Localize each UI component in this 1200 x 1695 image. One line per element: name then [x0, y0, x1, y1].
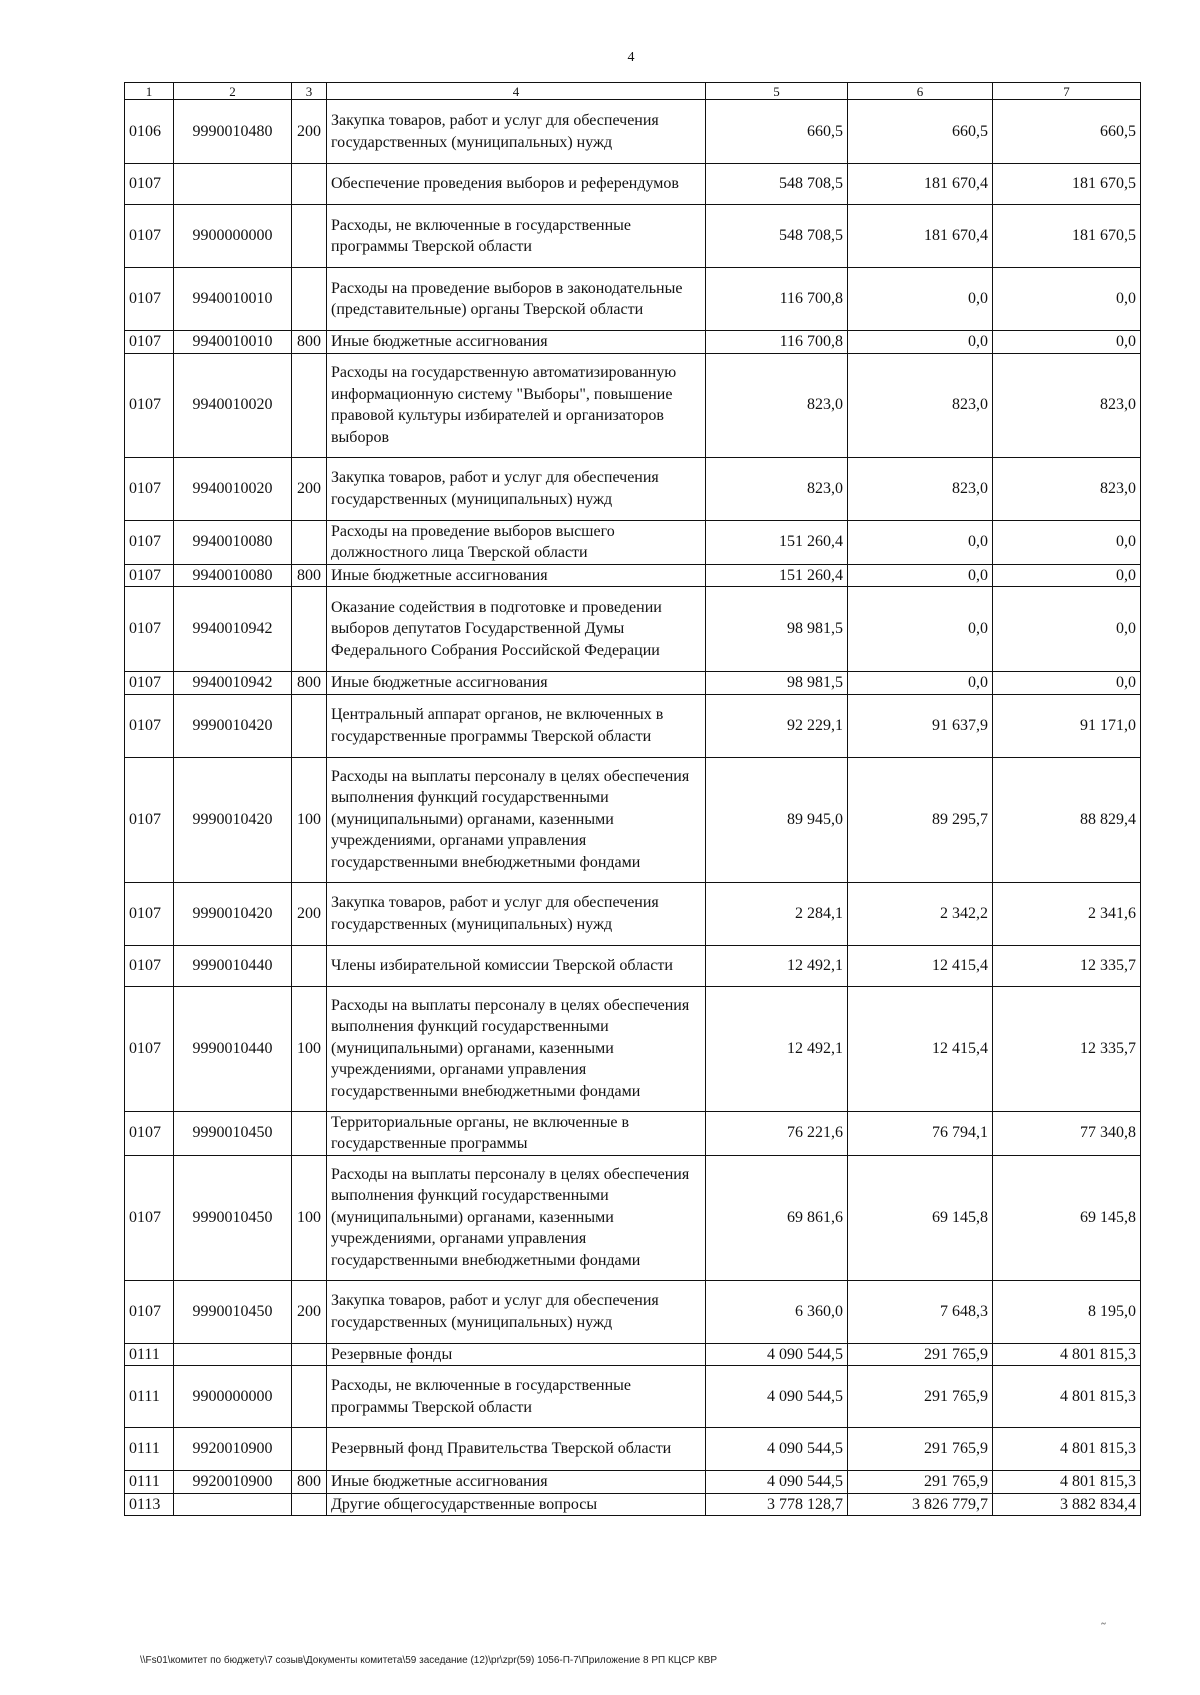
code-section-cell: 0111 [125, 1428, 174, 1471]
code-expense-type-cell: 200 [292, 457, 327, 520]
code-expense-type-cell: 200 [292, 882, 327, 945]
code-target-cell: 9940010942 [174, 672, 292, 695]
amount-col7-cell: 4 801 815,3 [993, 1471, 1141, 1494]
table-row [125, 1155, 1141, 1280]
code-target-cell: 9990010440 [174, 945, 292, 986]
code-section-cell: 0107 [125, 353, 174, 457]
amount-col7-cell: 12 335,7 [993, 986, 1141, 1111]
table-row [125, 1471, 1141, 1494]
amount-col6-cell: 0,0 [848, 587, 993, 672]
amount-col6-cell: 291 765,9 [848, 1471, 993, 1494]
code-expense-type-cell: 800 [292, 672, 327, 695]
table-row [125, 1343, 1141, 1366]
amount-col5-cell: 660,5 [706, 100, 848, 164]
code-section-cell: 0107 [125, 587, 174, 672]
amount-col7-cell: 2 341,6 [993, 882, 1141, 945]
code-expense-type-cell [292, 520, 327, 564]
amount-col5-cell: 6 360,0 [706, 1280, 848, 1343]
code-expense-type-cell [292, 1343, 327, 1366]
code-expense-type-cell [292, 268, 327, 331]
amount-col7-cell: 181 670,5 [993, 164, 1141, 205]
description-cell: Закупка товаров, работ и услуг для обеспечения государственных (муниципальных) нужд [327, 457, 706, 520]
code-expense-type-cell [292, 353, 327, 457]
amount-col6-cell: 2 342,2 [848, 882, 993, 945]
amount-col6-cell: 660,5 [848, 100, 993, 164]
code-section-cell: 0107 [125, 205, 174, 268]
code-target-cell: 9900000000 [174, 205, 292, 268]
amount-col7-cell: 91 171,0 [993, 694, 1141, 757]
code-target-cell: 9990010450 [174, 1155, 292, 1280]
code-expense-type-cell [292, 945, 327, 986]
amount-col5-cell: 548 708,5 [706, 164, 848, 205]
amount-col7-cell: 660,5 [993, 100, 1141, 164]
table-row [125, 1111, 1141, 1155]
table-body [125, 100, 1141, 1516]
code-target-cell: 9990010440 [174, 986, 292, 1111]
code-section-cell: 0107 [125, 882, 174, 945]
code-target-cell: 9990010450 [174, 1280, 292, 1343]
amount-col7-cell: 4 801 815,3 [993, 1343, 1141, 1366]
table-row [125, 1493, 1141, 1516]
code-section-cell: 0111 [125, 1343, 174, 1366]
amount-col7-cell: 8 195,0 [993, 1280, 1141, 1343]
table-row [125, 672, 1141, 695]
description-cell: Иные бюджетные ассигнования [327, 1471, 706, 1494]
code-section-cell: 0107 [125, 457, 174, 520]
amount-col6-cell: 291 765,9 [848, 1428, 993, 1471]
amount-col6-cell: 76 794,1 [848, 1111, 993, 1155]
description-cell: Закупка товаров, работ и услуг для обеспечения государственных (муниципальных) нужд [327, 100, 706, 164]
code-section-cell: 0106 [125, 100, 174, 164]
code-target-cell: 9900000000 [174, 1366, 292, 1428]
amount-col6-cell: 7 648,3 [848, 1280, 993, 1343]
budget-table-container [124, 82, 1141, 1516]
table-row [125, 205, 1141, 268]
amount-col7-cell: 0,0 [993, 268, 1141, 331]
code-section-cell: 0107 [125, 986, 174, 1111]
amount-col7-cell: 0,0 [993, 520, 1141, 564]
code-target-cell: 9940010010 [174, 331, 292, 354]
code-target-cell: 9940010080 [174, 520, 292, 564]
table-row [125, 268, 1141, 331]
code-target-cell: 9940010080 [174, 564, 292, 587]
table-row [125, 331, 1141, 354]
description-cell: Иные бюджетные ассигнования [327, 672, 706, 695]
description-cell: Оказание содействия в подготовке и проведении выборов депутатов Государственной Думы Федерального Собрания Российской Федерации [327, 587, 706, 672]
description-cell: Обеспечение проведения выборов и референдумов [327, 164, 706, 205]
description-cell: Расходы на выплаты персоналу в целях обеспечения выполнения функций государственными (муниципальными) органами, казенными учреждениями, органами управления государственными внебюджетными фондами [327, 757, 706, 882]
amount-col5-cell: 98 981,5 [706, 672, 848, 695]
description-cell: Резервный фонд Правительства Тверской области [327, 1428, 706, 1471]
amount-col6-cell: 12 415,4 [848, 986, 993, 1111]
amount-col6-cell: 0,0 [848, 331, 993, 354]
code-expense-type-cell [292, 1366, 327, 1428]
code-expense-type-cell: 800 [292, 1471, 327, 1494]
amount-col5-cell: 69 861,6 [706, 1155, 848, 1280]
amount-col7-cell: 4 801 815,3 [993, 1366, 1141, 1428]
amount-col7-cell: 823,0 [993, 353, 1141, 457]
amount-col7-cell: 0,0 [993, 672, 1141, 695]
page-number: 4 [627, 50, 635, 65]
description-cell: Расходы на проведение выборов высшего должностного лица Тверской области [327, 520, 706, 564]
header-cell-1: 1 [125, 83, 174, 100]
table-row [125, 757, 1141, 882]
table-row [125, 945, 1141, 986]
amount-col6-cell: 181 670,4 [848, 164, 993, 205]
amount-col5-cell: 151 260,4 [706, 520, 848, 564]
amount-col5-cell: 4 090 544,5 [706, 1343, 848, 1366]
description-cell: Резервные фонды [327, 1343, 706, 1366]
code-section-cell: 0111 [125, 1471, 174, 1494]
description-cell: Иные бюджетные ассигнования [327, 331, 706, 354]
amount-col7-cell: 77 340,8 [993, 1111, 1141, 1155]
code-target-cell: 9920010900 [174, 1471, 292, 1494]
table-row [125, 882, 1141, 945]
budget-table [124, 82, 1141, 1516]
code-expense-type-cell: 100 [292, 757, 327, 882]
amount-col6-cell: 823,0 [848, 457, 993, 520]
amount-col5-cell: 3 778 128,7 [706, 1493, 848, 1516]
amount-col5-cell: 151 260,4 [706, 564, 848, 587]
code-section-cell: 0107 [125, 1111, 174, 1155]
description-cell: Расходы, не включенные в государственные программы Тверской области [327, 1366, 706, 1428]
code-section-cell: 0107 [125, 757, 174, 882]
code-expense-type-cell: 100 [292, 1155, 327, 1280]
amount-col7-cell: 12 335,7 [993, 945, 1141, 986]
table-row [125, 520, 1141, 564]
code-expense-type-cell [292, 587, 327, 672]
amount-col6-cell: 823,0 [848, 353, 993, 457]
code-section-cell: 0107 [125, 268, 174, 331]
code-section-cell: 0107 [125, 164, 174, 205]
code-section-cell: 0107 [125, 1280, 174, 1343]
header-cell-3: 3 [292, 83, 327, 100]
code-expense-type-cell [292, 1428, 327, 1471]
code-target-cell: 9940010020 [174, 353, 292, 457]
code-expense-type-cell [292, 1111, 327, 1155]
description-cell: Центральный аппарат органов, не включенных в государственные программы Тверской области [327, 694, 706, 757]
code-section-cell: 0107 [125, 1155, 174, 1280]
amount-col5-cell: 548 708,5 [706, 205, 848, 268]
code-target-cell: 9940010942 [174, 587, 292, 672]
code-section-cell: 0113 [125, 1493, 174, 1516]
description-cell: Расходы на государственную автоматизированную информационную систему "Выборы", повышение правовой культуры избирателей и организаторов выборов [327, 353, 706, 457]
amount-col6-cell: 291 765,9 [848, 1366, 993, 1428]
code-expense-type-cell [292, 205, 327, 268]
header-cell-7: 7 [993, 83, 1141, 100]
amount-col7-cell: 0,0 [993, 564, 1141, 587]
code-target-cell: 9990010420 [174, 694, 292, 757]
code-expense-type-cell [292, 164, 327, 205]
amount-col5-cell: 4 090 544,5 [706, 1428, 848, 1471]
description-cell: Территориальные органы, не включенные в государственные программы [327, 1111, 706, 1155]
code-expense-type-cell: 800 [292, 331, 327, 354]
amount-col6-cell: 0,0 [848, 520, 993, 564]
amount-col6-cell: 0,0 [848, 268, 993, 331]
amount-col6-cell: 0,0 [848, 564, 993, 587]
amount-col6-cell: 69 145,8 [848, 1155, 993, 1280]
code-expense-type-cell [292, 1493, 327, 1516]
description-cell: Закупка товаров, работ и услуг для обеспечения государственных (муниципальных) нужд [327, 1280, 706, 1343]
code-target-cell [174, 1343, 292, 1366]
description-cell: Иные бюджетные ассигнования [327, 564, 706, 587]
code-section-cell: 0107 [125, 672, 174, 695]
header-cell-5: 5 [706, 83, 848, 100]
code-expense-type-cell [292, 694, 327, 757]
amount-col7-cell: 0,0 [993, 331, 1141, 354]
code-target-cell: 9940010010 [174, 268, 292, 331]
code-target-cell [174, 1493, 292, 1516]
code-section-cell: 0107 [125, 945, 174, 986]
amount-col5-cell: 116 700,8 [706, 331, 848, 354]
amount-col7-cell: 3 882 834,4 [993, 1493, 1141, 1516]
code-section-cell: 0111 [125, 1366, 174, 1428]
table-row [125, 986, 1141, 1111]
amount-col6-cell: 0,0 [848, 672, 993, 695]
table-row [125, 457, 1141, 520]
code-expense-type-cell: 800 [292, 564, 327, 587]
code-expense-type-cell: 200 [292, 1280, 327, 1343]
amount-col5-cell: 98 981,5 [706, 587, 848, 672]
amount-col5-cell: 823,0 [706, 457, 848, 520]
table-row [125, 694, 1141, 757]
scan-artifact: ˷ [1100, 1610, 1107, 1626]
amount-col7-cell: 823,0 [993, 457, 1141, 520]
amount-col7-cell: 4 801 815,3 [993, 1428, 1141, 1471]
code-section-cell: 0107 [125, 520, 174, 564]
table-row [125, 1280, 1141, 1343]
table-row [125, 100, 1141, 164]
description-cell: Расходы на выплаты персоналу в целях обеспечения выполнения функций государственными (муниципальными) органами, казенными учреждениями, органами управления государственными внебюджетными фондами [327, 986, 706, 1111]
amount-col5-cell: 2 284,1 [706, 882, 848, 945]
amount-col6-cell: 91 637,9 [848, 694, 993, 757]
amount-col6-cell: 291 765,9 [848, 1343, 993, 1366]
description-cell: Расходы на проведение выборов в законодательные (представительные) органы Тверской области [327, 268, 706, 331]
amount-col5-cell: 12 492,1 [706, 945, 848, 986]
amount-col6-cell: 181 670,4 [848, 205, 993, 268]
amount-col6-cell: 89 295,7 [848, 757, 993, 882]
header-cell-6: 6 [848, 83, 993, 100]
table-row [125, 1428, 1141, 1471]
header-cell-2: 2 [174, 83, 292, 100]
amount-col6-cell: 12 415,4 [848, 945, 993, 986]
amount-col6-cell: 3 826 779,7 [848, 1493, 993, 1516]
table-row [125, 1366, 1141, 1428]
code-target-cell: 9920010900 [174, 1428, 292, 1471]
amount-col5-cell: 4 090 544,5 [706, 1471, 848, 1494]
description-cell: Закупка товаров, работ и услуг для обеспечения государственных (муниципальных) нужд [327, 882, 706, 945]
amount-col5-cell: 12 492,1 [706, 986, 848, 1111]
code-target-cell: 9990010420 [174, 757, 292, 882]
amount-col5-cell: 4 090 544,5 [706, 1366, 848, 1428]
description-cell: Другие общегосударственные вопросы [327, 1493, 706, 1516]
amount-col7-cell: 0,0 [993, 587, 1141, 672]
amount-col5-cell: 92 229,1 [706, 694, 848, 757]
table-row [125, 587, 1141, 672]
code-target-cell: 9990010420 [174, 882, 292, 945]
description-cell: Расходы на выплаты персоналу в целях обеспечения выполнения функций государственными (муниципальными) органами, казенными учреждениями, органами управления государственными внебюджетными фондами [327, 1155, 706, 1280]
code-expense-type-cell: 200 [292, 100, 327, 164]
description-cell: Расходы, не включенные в государственные программы Тверской области [327, 205, 706, 268]
code-target-cell [174, 164, 292, 205]
table-row [125, 164, 1141, 205]
code-target-cell: 9990010480 [174, 100, 292, 164]
description-cell: Члены избирательной комиссии Тверской области [327, 945, 706, 986]
amount-col5-cell: 89 945,0 [706, 757, 848, 882]
amount-col7-cell: 88 829,4 [993, 757, 1141, 882]
code-expense-type-cell: 100 [292, 986, 327, 1111]
code-target-cell: 9940010020 [174, 457, 292, 520]
header-cell-4: 4 [327, 83, 706, 100]
code-section-cell: 0107 [125, 564, 174, 587]
amount-col5-cell: 116 700,8 [706, 268, 848, 331]
header-row [125, 83, 1141, 100]
amount-col7-cell: 181 670,5 [993, 205, 1141, 268]
amount-col7-cell: 69 145,8 [993, 1155, 1141, 1280]
code-section-cell: 0107 [125, 694, 174, 757]
amount-col5-cell: 76 221,6 [706, 1111, 848, 1155]
table-row [125, 353, 1141, 457]
file-path-footer: \\Fs01\комитет по бюджету\7 созыв\Документы комитета\59 заседание (12)\pr\zpr(59) 1056-П-7\Приложение 8 РП КЦСР КВР [140, 1655, 718, 1666]
code-section-cell: 0107 [125, 331, 174, 354]
amount-col5-cell: 823,0 [706, 353, 848, 457]
code-target-cell: 9990010450 [174, 1111, 292, 1155]
table-row [125, 564, 1141, 587]
